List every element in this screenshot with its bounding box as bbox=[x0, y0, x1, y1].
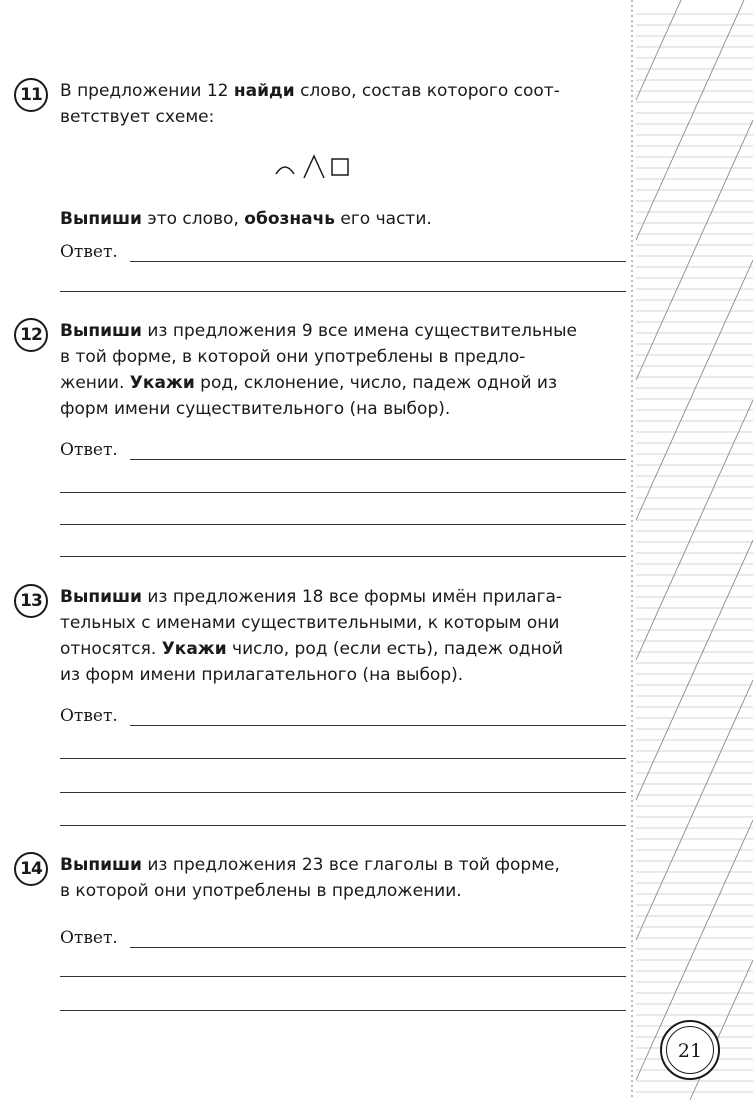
text-run: из предложения 9 все имена существительные bbox=[141, 321, 577, 341]
answer-rule bbox=[130, 247, 626, 262]
text-run: слово, состав которого соот- bbox=[294, 81, 560, 101]
answer-blank-line[interactable] bbox=[60, 492, 626, 493]
task-number-badge: 13 bbox=[14, 584, 48, 618]
answer-blank-line[interactable] bbox=[60, 524, 626, 525]
emphasized-verb: найди bbox=[233, 81, 295, 101]
text-run: форм имени существительного (на выбор). bbox=[60, 399, 451, 419]
emphasized-verb: Выпиши bbox=[60, 587, 142, 607]
text-run: его части. bbox=[335, 209, 432, 229]
task-text-line bbox=[60, 852, 626, 878]
task-number-badge: 11 bbox=[14, 78, 48, 112]
task-11 bbox=[14, 78, 626, 298]
answer-label: Ответ. bbox=[60, 928, 118, 948]
answer-blank-line[interactable] bbox=[60, 758, 626, 759]
text-run: из предложения 23 все глаголы в той форме, bbox=[141, 855, 560, 875]
task-text-line bbox=[60, 662, 626, 688]
answer-field[interactable] bbox=[60, 242, 626, 262]
text-run: в которой они употреблены в предложении. bbox=[60, 881, 462, 901]
task-text-line bbox=[60, 610, 626, 636]
task-text-line bbox=[60, 104, 626, 130]
text-run: число, род (если есть), падеж одной bbox=[226, 639, 564, 659]
text-run: из форм имени прилагательного (на выбор). bbox=[60, 665, 464, 685]
answer-label: Ответ. bbox=[60, 706, 118, 726]
text-run: ветствует схеме: bbox=[60, 107, 215, 127]
text-run: относятся. bbox=[60, 639, 162, 659]
emphasized-verb: Выпиши bbox=[60, 855, 142, 875]
text-run: в той форме, в которой они употреблены в предло- bbox=[60, 347, 526, 367]
task-number-badge: 12 bbox=[14, 318, 48, 352]
task-text bbox=[60, 852, 626, 904]
text-run: тельных с именами существительными, к которым они bbox=[60, 613, 560, 633]
answer-rule bbox=[130, 711, 626, 726]
page-number-badge bbox=[660, 1020, 720, 1080]
task-text-line bbox=[60, 318, 626, 344]
text-run: это слово, bbox=[141, 209, 245, 229]
margin-slant-lines bbox=[636, 0, 753, 1100]
emphasized-verb: Укажи bbox=[161, 639, 227, 659]
task-text bbox=[60, 78, 626, 130]
task-13 bbox=[14, 584, 626, 834]
emphasized-verb: Выпиши bbox=[60, 209, 142, 229]
task-text-line bbox=[60, 370, 626, 396]
task-text-line bbox=[60, 78, 626, 104]
task-text-line bbox=[60, 206, 626, 232]
answer-field[interactable] bbox=[60, 706, 626, 726]
answer-blank-line[interactable] bbox=[60, 1010, 626, 1011]
task-14 bbox=[14, 852, 626, 1022]
page-number: 21 bbox=[666, 1026, 714, 1074]
answer-blank-line[interactable] bbox=[60, 792, 626, 793]
emphasized-verb: Выпиши bbox=[60, 321, 142, 341]
answer-blank-line[interactable] bbox=[60, 825, 626, 826]
answer-blank-line[interactable] bbox=[60, 976, 626, 977]
word-structure-scheme-icon bbox=[272, 150, 372, 184]
text-run: жении. bbox=[60, 373, 130, 393]
answer-label: Ответ. bbox=[60, 440, 118, 460]
task-text-line bbox=[60, 344, 626, 370]
answer-label: Ответ. bbox=[60, 242, 118, 262]
task-text-line bbox=[60, 878, 626, 904]
task-text-line bbox=[60, 584, 626, 610]
answer-rule bbox=[130, 445, 626, 460]
task-instruction bbox=[60, 206, 626, 232]
task-12 bbox=[14, 318, 626, 568]
text-run: род, склонение, число, падеж одной из bbox=[194, 373, 557, 393]
emphasized-verb: обозначь bbox=[244, 209, 336, 229]
task-text bbox=[60, 318, 626, 422]
text-run: из предложения 18 все формы имён прилага- bbox=[141, 587, 563, 607]
text-run: В предложении 12 bbox=[60, 81, 234, 101]
answer-field[interactable] bbox=[60, 440, 626, 460]
task-number-badge: 14 bbox=[14, 852, 48, 886]
answer-blank-line[interactable] bbox=[60, 291, 626, 292]
task-text bbox=[60, 584, 626, 688]
answer-rule bbox=[130, 933, 626, 948]
emphasized-verb: Укажи bbox=[129, 373, 195, 393]
margin-guide-lines bbox=[636, 14, 753, 1092]
handwriting-margin bbox=[630, 0, 753, 1100]
task-text-line bbox=[60, 396, 626, 422]
answer-blank-line[interactable] bbox=[60, 556, 626, 557]
answer-field[interactable] bbox=[60, 928, 626, 948]
task-text-line bbox=[60, 636, 626, 662]
